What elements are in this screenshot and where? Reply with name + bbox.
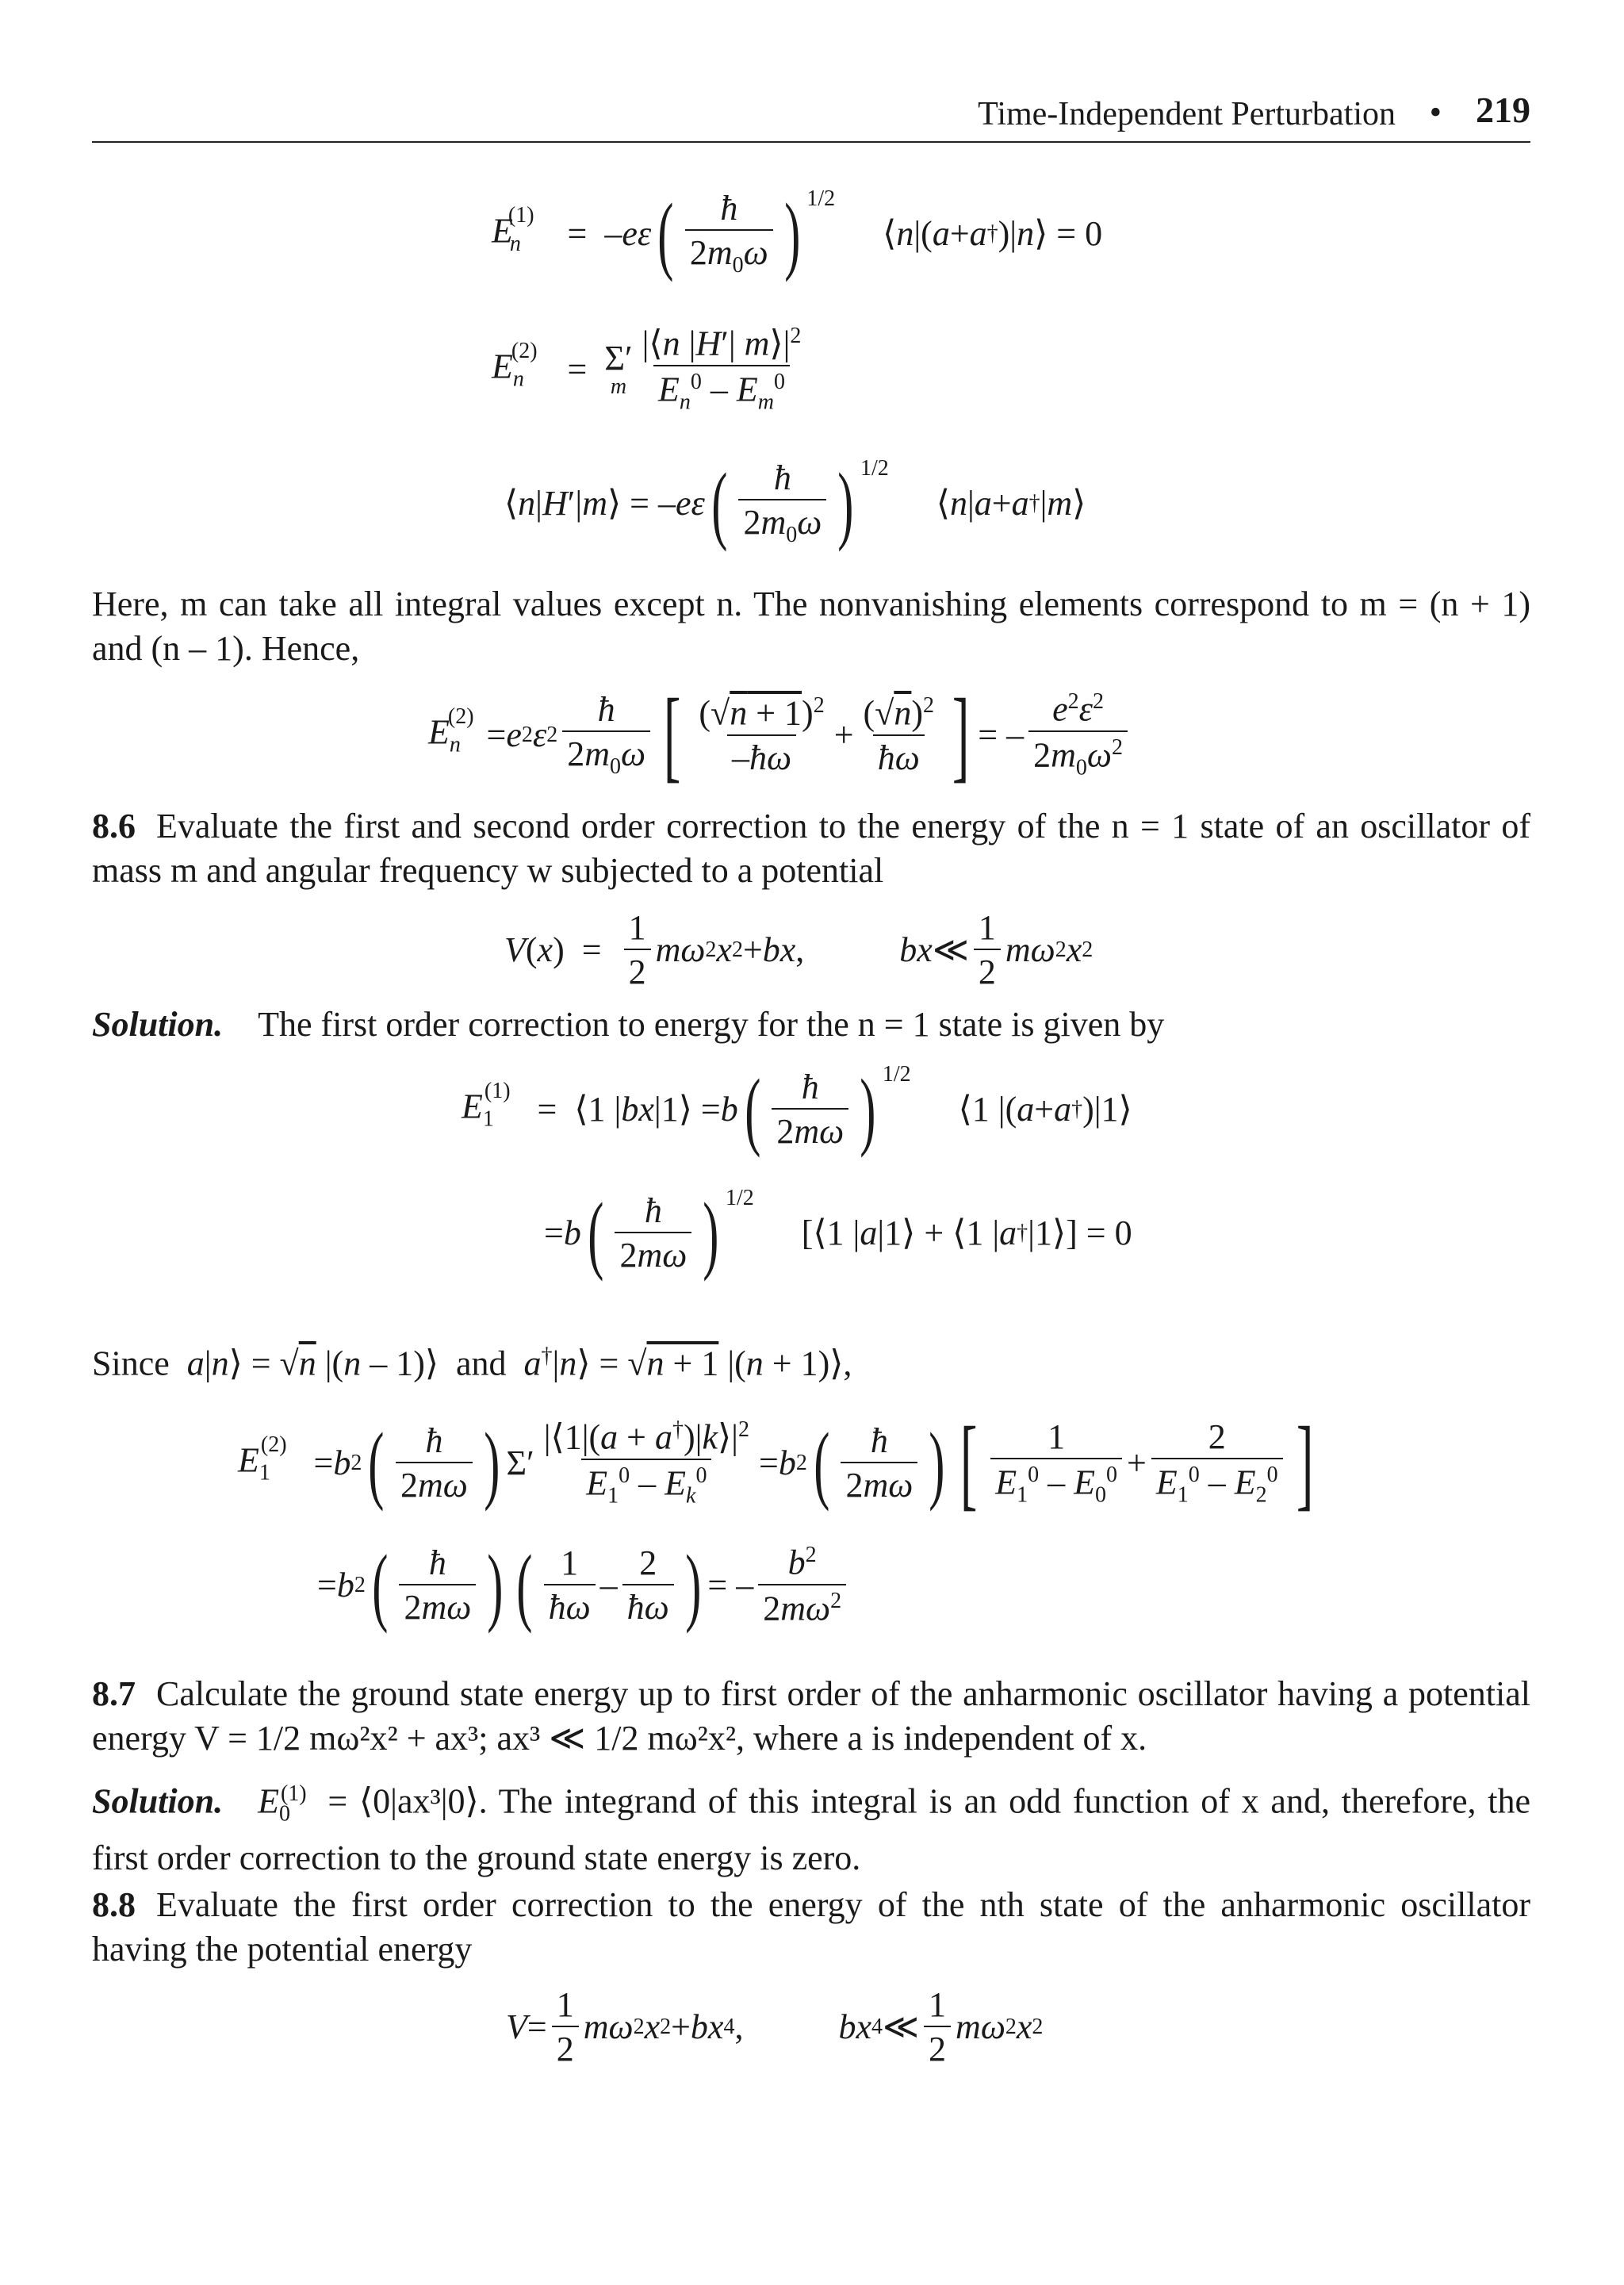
equation-first-order-energy: $E_n^{(1)}$ = – eε ( $\frac{ħ}{2m_0\omega}$ ) $^{1/2}$ ⟨ n |( a + a † )| n ⟩ = 0 (492, 186, 1103, 282)
problem-number: 8.8 (92, 1885, 136, 1924)
and-word: and (456, 1344, 507, 1383)
equation-second-order-result: $E_n^{(2)}$ = e 2 ε 2 $\frac{ħ}{2m_0\omega}$ [ $\frac{(√n + 1)^2}{-ħ\omega}$ + $\frac{(√n)^2}{ħ\omega}$ ] = – $\frac{e^2\varepsilon^2}{2m_0\omega^2}$ (428, 684, 1132, 787)
solution-text: The first order correction to energy for the n = 1 state is given by (258, 1005, 1165, 1044)
header-bullet: • (1429, 93, 1442, 132)
since-ladder-relations: Since a|n⟩ = √n |(n – 1)⟩ and a†|n⟩ = √n + 1 |(n + 1)⟩, (92, 1344, 852, 1383)
paragraph-nonvanishing-elements: Here, m can take all integral values except n. The nonvanishing elements correspond to m = (n + 1) and (n – 1). Hence, (92, 585, 1530, 668)
equation-potential-quartic: V = $\frac{1}{2}$ mω 2 x 2 + bx 4 , bx 4 ≪ $\frac{1}{2}$ mω 2 x 2 (506, 1985, 1044, 2068)
equation-e1-first-order-zero: = b ( $\frac{ħ}{2m\omega}$ ) $^{1/2}$ [⟨1 | a |1⟩ + ⟨1 | a † |1⟩] = 0 (544, 1185, 1132, 1282)
problem-text: Evaluate the first and second order correction to the energy of the n = 1 state of an oscillator of mass m and angular frequency w subjected to a potential (92, 807, 1530, 890)
solution-label: Solution. (92, 1781, 224, 1821)
problem-number: 8.7 (92, 1674, 136, 1713)
equation-e1-second-order: $E_1^{(2)}$ = b 2 ( $\frac{ħ}{2m\omega}$ ) Σ′ $\frac{|⟨1|(a + a^\dagger)|k⟩|^2}{E_1^0 - E_k^0}$ = b 2 ( $\frac{ħ}{2m\omega}$ ) [ $\frac{1}{E_1^0 - E_0^0}$ + $\frac{2}{E_1^0 - E_2^0}$ ] (238, 1406, 1314, 1520)
problem-8-7 (92, 1672, 1530, 1761)
page-number: 219 (1476, 90, 1530, 130)
equation-matrix-element: ⟨ n | H ′| m ⟩ = – eε ( $\frac{ħ}{2m_0\omega}$ ) $^{1/2}$ ⟨ n | a + a † | m ⟩ (504, 455, 1086, 552)
since-word: Since (92, 1344, 170, 1383)
problem-text: Evaluate the first order correction to the energy of the nth state of the anharmonic oscillator having the potential energy (92, 1885, 1530, 1969)
equation-e1-first-order: $E_1^{(1)}$ = ⟨1 | bx |1⟩ = b ( $\frac{ħ}{2m\omega}$ ) $^{1/2}$ ⟨1 |( a + a † )|1⟩ (462, 1061, 1132, 1158)
problem-number: 8.6 (92, 807, 136, 845)
equation-e1-second-order-result: = b 2 ( $\frac{ħ}{2m\omega}$ ) ( $\frac{1}{ħ\omega}$ – $\frac{2}{ħ\omega}$ ) = – $\frac{b^2}{2m\omega^2}$ (317, 1542, 851, 1629)
solution-label: Solution. (92, 1005, 224, 1044)
problem-8-8 (92, 1883, 1530, 1972)
running-title: Time-Independent Perturbation (978, 96, 1396, 132)
problem-text: Calculate the ground state energy up to first order of the anharmonic oscillator having a potential energy V = 1/2 mω²x² + ax³; ax³ ≪ 1/2 mω²x², where a is independent of x. (92, 1674, 1530, 1758)
running-header (92, 89, 1530, 143)
equation-second-order-energy: $E_n^{(2)}$ = Σ′ m $\frac{|⟨n |H'| m⟩|^2}{E_n^0 - E_m^0}$ (492, 324, 802, 415)
solution-text: = ⟨0|ax³|0⟩. The integrand of this integral is an odd function of x and, therefore, the first order correction to the ground state energy is zero. (92, 1781, 1531, 1878)
solution-8-7: Solution. $E_0^{(1)}$ = ⟨0|ax³|0⟩. The integrand of this integral is an odd function of x and, therefore, the first order correction to the ground state energy is zero. (92, 1781, 1531, 1878)
solution-8-6 (92, 1003, 1530, 1047)
equation-potential-linear: V ( x ) = $\frac{1}{2}$ mω 2 x 2 + bx , bx ≪ $\frac{1}{2}$ mω 2 x 2 (504, 908, 1094, 991)
problem-8-6 (92, 804, 1530, 893)
